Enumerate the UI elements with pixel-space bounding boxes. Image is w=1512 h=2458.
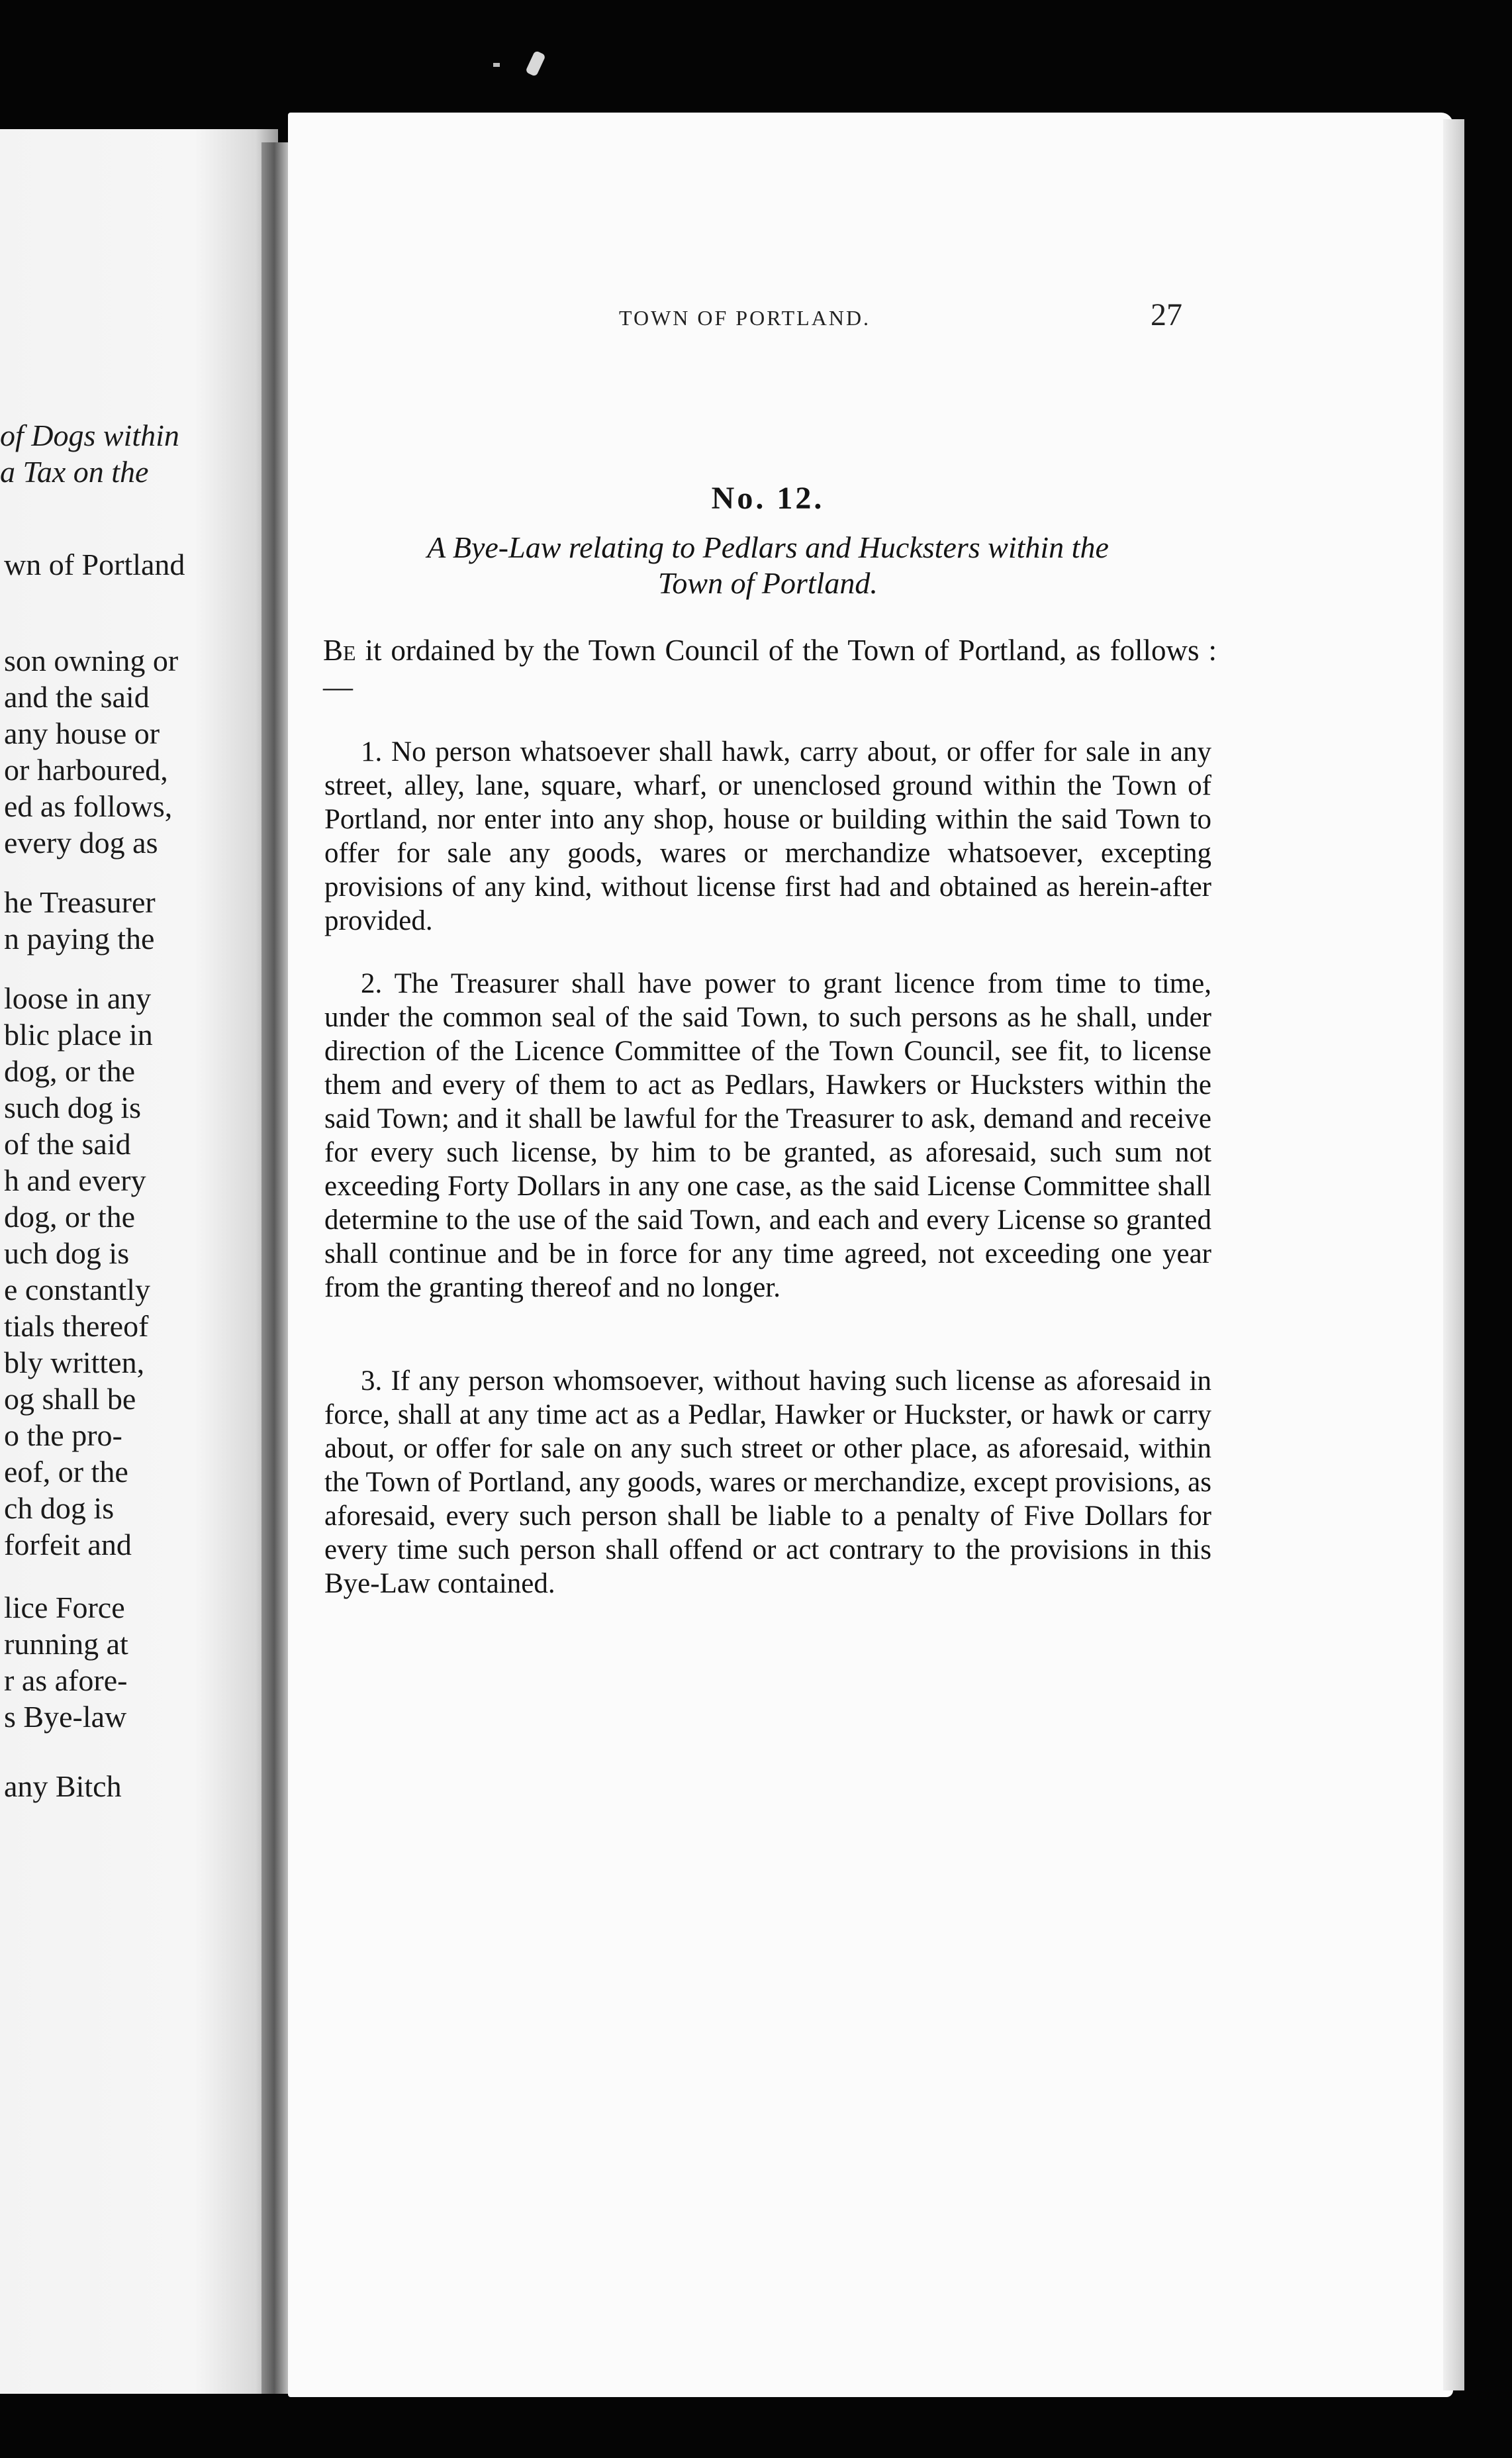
left-page-line: every dog as <box>4 826 158 860</box>
left-page-line: dog, or the <box>4 1200 136 1234</box>
page-edge-shadow <box>1443 119 1464 2390</box>
left-page-line: n paying the <box>4 922 155 956</box>
section-1: 1. No person whatsoever shall hawk, carry about, or offer for sale in any street, alley, lane, square, wharf, or unenclosed ground within the Town of Portland, nor enter into any shop, house or building within the said Town to offer for sale any goods, wares or merchandize whatsoever, excepting provisions of any kind, without license first had and obtained as herein-after provided. <box>324 736 1211 936</box>
left-page-line: blic place in <box>4 1018 153 1052</box>
left-page-line: tials thereof <box>4 1309 149 1343</box>
left-page-line: a Tax on the <box>0 455 149 489</box>
by-law-title <box>338 530 1198 601</box>
left-page-line: r as afore- <box>4 1663 128 1697</box>
left-page-line: of the said <box>4 1127 131 1161</box>
left-page-line: ed as follows, <box>4 789 173 823</box>
left-page-line: he Treasurer <box>4 885 156 919</box>
left-page-line: wn of Portland <box>4 548 185 581</box>
left-page-line: running at <box>4 1627 128 1661</box>
left-page-line: e constantly <box>4 1273 150 1306</box>
by-law-title-line-2: Town of Portland. <box>658 566 878 600</box>
scan-artifact-dot <box>493 63 500 67</box>
left-page-fragment <box>0 129 278 2394</box>
left-page-line: o the pro- <box>4 1418 122 1452</box>
section-2: 2. The Treasurer shall have power to grant licence from time to time, under the common seal of the said Town, to such persons as he shall, under direction of the Licence Committee of the Town Council, see fit, to license them and every of them to act as Pedlars, Hawkers or Hucksters within the said Town; and it shall be lawful for the Treasurer to ask, demand and receive for every such license, by him to be granted, as aforesaid, such sum not exceeding Forty Dollars in any one case, as the said License Committee shall determine to the use of the said Town, and each and every License so granted shall continue and be in force for any time agreed, not exceeding one year from the granting thereof and no longer. <box>324 968 1211 1303</box>
running-head: TOWN OF PORTLAND. <box>619 306 871 330</box>
left-page-line: or harboured, <box>4 753 168 787</box>
left-page-line: loose in any <box>4 981 152 1015</box>
page-number: 27 <box>1151 297 1182 332</box>
preamble-text: it ordained by the Town Council of the Town of Portland, as follows :— <box>323 634 1217 703</box>
preamble-first-word: Be <box>323 634 356 667</box>
left-page-line: son owning or <box>4 644 179 677</box>
left-page-line: of Dogs within <box>0 418 179 452</box>
left-page-line: uch dog is <box>4 1236 130 1270</box>
left-page-line: eof, or the <box>4 1455 128 1489</box>
left-page-line: dog, or the <box>4 1054 136 1088</box>
left-page-line: ch dog is <box>4 1491 115 1525</box>
left-page-line: such dog is <box>4 1091 141 1124</box>
left-page-line: h and every <box>4 1163 146 1197</box>
section-3: 3. If any person whomsoever, without having such license as aforesaid in force, shall at any time act as a Pedlar, Hawker or Huckster, or hawk or carry about, or offer for sale on any such street or other place, as aforesaid, within the Town of Portland, any goods, wares or merchandize, except provisions, as aforesaid, every such person shall be liable to a penalty of Five Dollars for every time such person shall offend or act contrary to the provisions in this Bye-Law contained. <box>324 1365 1211 1599</box>
left-page-line: and the said <box>4 680 150 714</box>
left-page-line: s Bye-law <box>4 1700 127 1734</box>
left-page-line: forfeit and <box>4 1528 132 1561</box>
left-page-line: og shall be <box>4 1382 136 1416</box>
left-page-line: any Bitch <box>4 1769 122 1803</box>
left-page-line: bly written, <box>4 1346 145 1379</box>
by-law-title-line-1: A Bye-Law relating to Pedlars and Hucksters within the <box>427 530 1109 564</box>
left-page-line: any house or <box>4 716 160 750</box>
by-law-number: No. 12. <box>711 481 825 516</box>
scan-artifact <box>525 50 546 77</box>
left-page-line: lice Force <box>4 1591 125 1624</box>
preamble <box>323 632 1217 705</box>
